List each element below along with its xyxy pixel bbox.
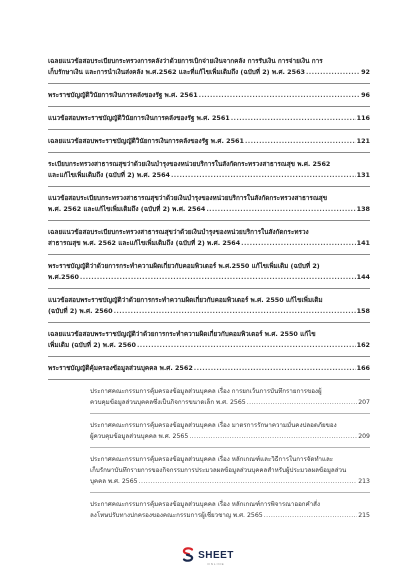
page-number: 162 [356, 341, 370, 349]
dot-leader [241, 238, 356, 249]
dot-leader [264, 510, 357, 521]
toc-sub-entry[interactable] [48, 386, 370, 408]
page-number: 116 [356, 114, 370, 122]
toc-line-text: ระเบียบกระทรวงสาธารณสุขว่าด้วยเงินบำรุงของหน่วยบริการในสังกัดกระทรวงสาธารณสุข พ.ศ. 2562 [48, 160, 331, 168]
page-number: 131 [356, 171, 370, 179]
page-number: 144 [356, 273, 370, 281]
toc-line-text: เก็บรักษาบันทึกรายการของกิจกรรมการประมวลผลข้อมูลส่วนบุคคลสำหรับผู้ประมวลผลข้อมูลส่วน [90, 467, 347, 474]
dot-leader [206, 204, 355, 215]
toc-line-text: แนวข้อสอบพระราชบัญญัติวินัยการเงินการคลังของรัฐ พ.ศ. 2561 [48, 114, 230, 122]
toc-line [48, 340, 370, 351]
toc-entry[interactable] [48, 113, 370, 124]
dot-leader [139, 476, 358, 487]
toc-line [48, 204, 370, 215]
toc-line [90, 386, 370, 397]
divider [48, 288, 370, 289]
divider [48, 83, 370, 84]
toc-line-text: ลงโทษปรับทางปกครองของคณะกรรมการผู้เชี่ยวชาญ พ.ศ. 2565 [90, 512, 263, 519]
page-number: 141 [356, 239, 370, 247]
divider [90, 492, 370, 493]
toc-line-text: เพิ่มเติม (ฉบับที่ 2) พ.ศ. 2560 [48, 341, 136, 349]
brand-name: SHEET [198, 550, 234, 561]
toc-line [48, 113, 370, 124]
toc-line [48, 170, 370, 181]
toc-line-text: ประกาศคณะกรรมการคุ้มครองข้อมูลส่วนบุคคล เรื่อง หลักเกณฑ์การพิจารณาออกคำสั่ง [90, 501, 320, 508]
toc-line [48, 90, 370, 101]
toc-line-text: แนวข้อสอบระเบียบกระทรวงสาธารณสุขว่าด้วยเงินบำรุงของหน่วยบริการในสังกัดกระทรวงสาธารณสุข [48, 194, 328, 202]
toc-line-text: สาธารณสุข พ.ศ. 2562 และแก้ไขเพิ่มเติมถึง (ฉบับที่ 2) พ.ศ. 2564 [48, 239, 241, 247]
brand-block [198, 543, 234, 566]
toc-entry[interactable] [48, 227, 370, 249]
toc-line [48, 306, 370, 317]
toc-line-text: เฉลยแนวข้อสอบพระราชบัญญัติว่าด้วยการกระทำความผิดเกี่ยวกับคอมพิวเตอร์ พ.ศ. 2550 แก้ไข [48, 330, 316, 338]
toc-entry[interactable] [48, 136, 370, 147]
divider [48, 220, 370, 221]
divider [90, 447, 370, 448]
toc-line [48, 159, 370, 170]
toc-line-text: (ฉบับที่ 2) พ.ศ. 2560 [48, 307, 113, 315]
dot-leader [80, 272, 356, 283]
toc-sub-entry[interactable] [48, 420, 370, 442]
toc-line [90, 476, 370, 487]
dot-leader [306, 67, 360, 78]
page-number: 92 [361, 68, 370, 76]
toc-entry[interactable] [48, 90, 370, 101]
toc-line-text: ประกาศคณะกรรมการคุ้มครองข้อมูลส่วนบุคคล เรื่อง หลักเกณฑ์และวิธีการในการจัดทำและ [90, 456, 334, 463]
toc-line-text: พ.ศ. 2562 และแก้ไขเพิ่มเติมถึง (ฉบับที่ 2) พ.ศ. 2564 [48, 205, 206, 213]
toc-line-text: เก็บรักษาเงิน และการนำเงินส่งคลัง พ.ศ.2562 และที่แก้ไขเพิ่มเติมถึง (ฉบับที่ 2) พ.ศ. 2563 [48, 68, 305, 76]
divider [48, 356, 370, 357]
dot-leader [171, 170, 356, 181]
divider [48, 106, 370, 107]
dot-leader [194, 363, 356, 374]
divider [48, 254, 370, 255]
toc-line [90, 510, 370, 521]
dot-leader [137, 340, 356, 351]
toc-line-text: พ.ศ.2560 [48, 273, 79, 281]
dot-leader [231, 113, 356, 124]
toc-line [48, 272, 370, 283]
toc-line [48, 56, 370, 67]
divider [48, 152, 370, 153]
divider [48, 379, 370, 380]
page-number: 166 [356, 364, 370, 372]
toc-line [90, 431, 370, 442]
divider [48, 322, 370, 323]
divider [48, 129, 370, 130]
toc-line [48, 193, 370, 204]
page-number: 96 [361, 91, 370, 99]
toc-line [48, 295, 370, 306]
dot-leader [199, 90, 360, 101]
toc-line [48, 227, 370, 238]
page-number: 138 [356, 205, 370, 213]
toc-line-text: แนวข้อสอบพระราชบัญญัติว่าด้วยการกระทำความผิดเกี่ยวกับคอมพิวเตอร์ พ.ศ. 2550 แก้ไขเพิ่มเติม [48, 296, 323, 304]
toc-line [48, 363, 370, 374]
dot-leader [189, 431, 357, 442]
toc-entry[interactable] [48, 329, 370, 351]
toc-sub-entry[interactable] [48, 454, 370, 487]
toc-line-text: เฉลยแนวข้อสอบระเบียบกระทรวงสาธารณสุขว่าด้วยเงินบำรุงของหน่วยบริการในสังกัดกระทรวง [48, 228, 309, 236]
page-number: 207 [358, 399, 370, 406]
toc-line [48, 238, 370, 249]
sheet-logo-icon [182, 547, 194, 562]
toc-line [90, 499, 370, 510]
toc-line [48, 67, 370, 78]
toc-entry[interactable] [48, 159, 370, 181]
toc-line-text: และแก้ไขเพิ่มเติมถึง (ฉบับที่ 2) พ.ศ. 2564 [48, 171, 170, 179]
toc-entry[interactable] [48, 295, 370, 317]
dot-leader [247, 397, 357, 408]
toc-line-text: ประกาศคณะกรรมการคุ้มครองข้อมูลส่วนบุคคล เรื่อง มาตรการรักษาความมั่นคงปลอดภัยของ [90, 422, 337, 429]
toc-entry[interactable] [48, 261, 370, 283]
table-of-contents [48, 56, 370, 521]
toc-line [48, 261, 370, 272]
toc-entry[interactable] [48, 56, 370, 78]
toc-line-text: ควบคุมข้อมูลส่วนบุคคลซึ่งเป็นกิจการขนาดเล็ก พ.ศ. 2565 [90, 399, 246, 406]
toc-line [90, 454, 370, 465]
toc-line [90, 397, 370, 408]
brand-subtitle: ONLINE [207, 562, 225, 566]
toc-line [48, 136, 370, 147]
toc-line-text: ผู้ควบคุมข้อมูลส่วนบุคคล พ.ศ. 2565 [90, 433, 189, 440]
toc-sub-entry[interactable] [48, 499, 370, 521]
divider [48, 186, 370, 187]
toc-line-text: พระราชบัญญัติวินัยการเงินการคลังของรัฐ พ.ศ. 2561 [48, 91, 198, 99]
toc-line-text: พระราชบัญญัติว่าด้วยการกระทำความผิดเกี่ยวกับคอมพิวเตอร์ พ.ศ.2550 แก้ไขเพิ่มเติม (ฉบับที่ 2) [48, 262, 320, 270]
toc-line [90, 420, 370, 431]
page-number: 213 [358, 478, 370, 485]
toc-line [90, 465, 370, 476]
toc-line [48, 329, 370, 340]
page-number: 209 [358, 433, 370, 440]
page-number: 215 [358, 512, 370, 519]
page-number: 158 [356, 307, 370, 315]
toc-line-text: พระราชบัญญัติคุ้มครองข้อมูลส่วนบุคคล พ.ศ. 2562 [48, 364, 193, 372]
toc-line-text: เฉลยแนวข้อสอบระเบียบกระทรวงการคลังว่าด้วยการเบิกจ่ายเงินจากคลัง การรับเงิน การจ่ายเงิน การ [48, 57, 323, 65]
dot-leader [114, 306, 356, 317]
toc-line-text: ประกาศคณะกรรมการคุ้มครองข้อมูลส่วนบุคคล เรื่อง การยกเว้นการบันทึกรายการของผู้ [90, 388, 322, 395]
divider [90, 413, 370, 414]
toc-entry[interactable] [48, 363, 370, 374]
footer [0, 543, 416, 566]
toc-entry[interactable] [48, 193, 370, 215]
dot-leader [245, 136, 356, 147]
page-number: 121 [356, 137, 370, 145]
toc-line-text: เฉลยแนวข้อสอบพระราชบัญญัติวินัยการเงินการคลังของรัฐ พ.ศ. 2561 [48, 137, 244, 145]
toc-line-text: บุคคล พ.ศ. 2565 [90, 478, 138, 485]
